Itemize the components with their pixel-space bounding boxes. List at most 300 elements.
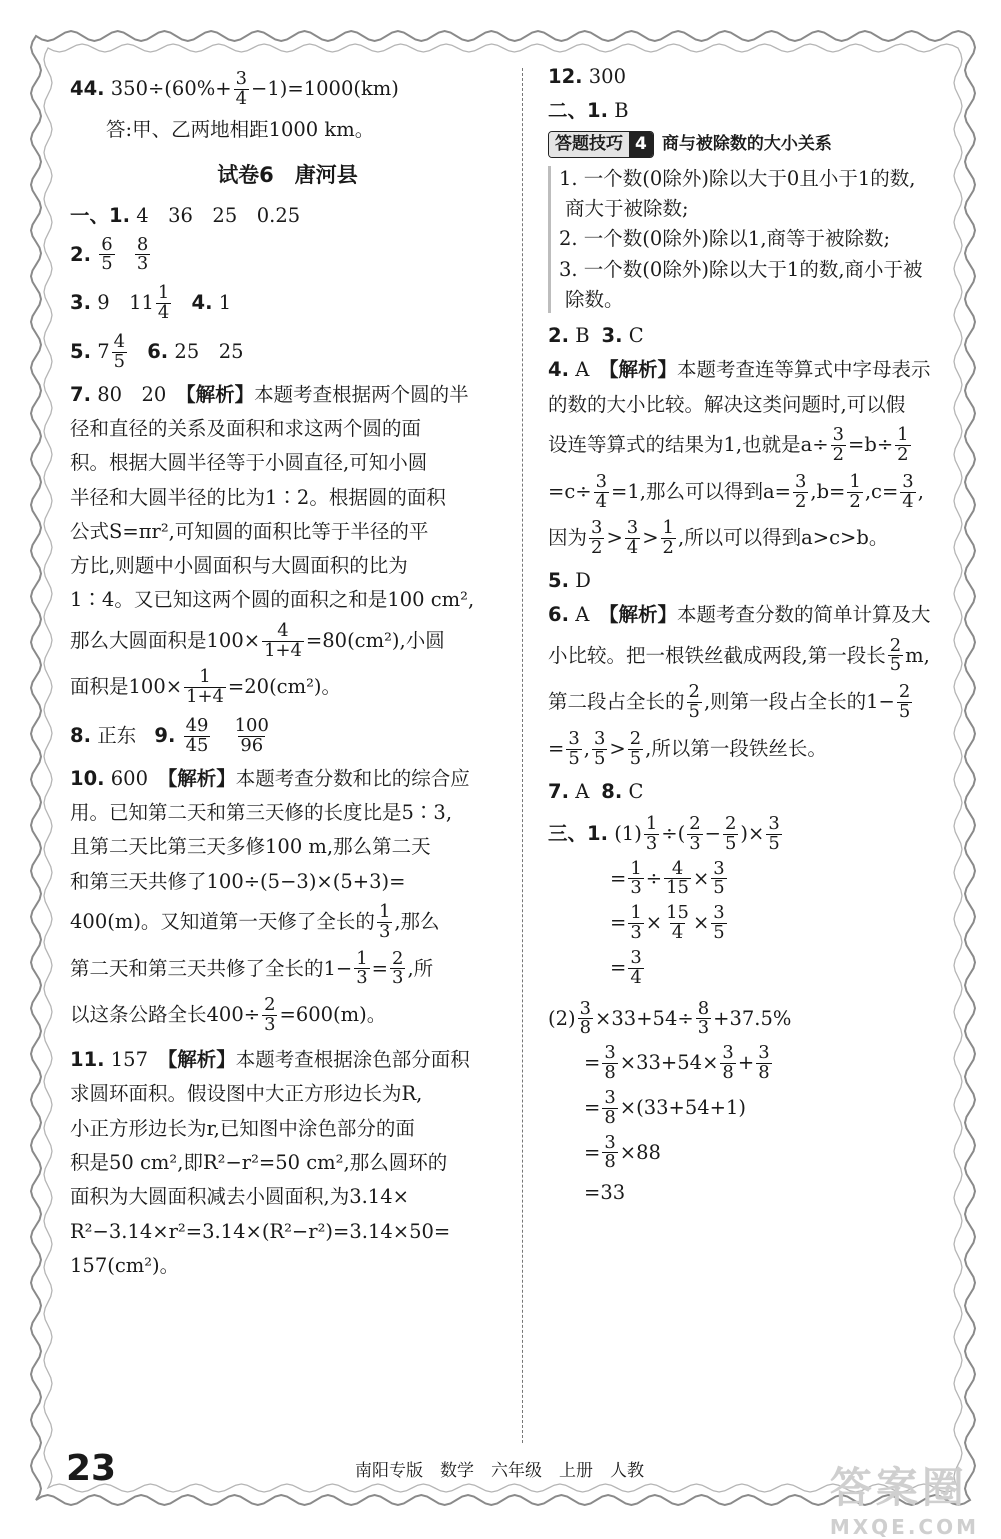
text-line: 径和直径的关系及面积和求这两个圆的面 [70, 416, 422, 440]
fraction [99, 233, 114, 275]
text-segment: 本题考查根据涂色部分面积 [235, 1047, 470, 1071]
numerator: 1 [378, 901, 391, 922]
text-line: 用。已知第二天和第三天修的长度比是5∶3, [70, 801, 453, 825]
fraction [711, 904, 726, 943]
fraction [628, 727, 643, 769]
text-line [548, 634, 968, 676]
fraction [687, 812, 702, 854]
text-segment: ,所 [407, 956, 434, 980]
question-number: 5. [548, 569, 569, 593]
numerator: 3 [722, 1042, 734, 1064]
numerator: 3 [595, 470, 608, 492]
numerator: 3 [832, 424, 844, 446]
text-line [70, 1047, 505, 1073]
numerator: 3 [579, 997, 592, 1019]
fraction [625, 519, 640, 558]
numerator: 3 [604, 1042, 616, 1064]
text-line: 2. 一个数(0除外)除以1,商等于被除数; [559, 227, 891, 251]
q7-block [70, 382, 505, 708]
fraction [628, 946, 643, 988]
fraction [628, 857, 643, 899]
fraction [135, 233, 150, 275]
denominator: 5 [688, 701, 700, 723]
text-line: 积。根据大圆半径等于小圆直径,可知小圆 [70, 451, 428, 475]
fraction [184, 668, 226, 707]
text-segment: =20(cm²)。 [227, 675, 342, 699]
text-line: 且第二天比第三天多修100 m,那么第二天 [70, 835, 431, 859]
numerator: 3 [902, 470, 914, 492]
denominator: 4 [630, 966, 642, 988]
question-number: 12. [548, 65, 583, 88]
numerator: 2 [392, 947, 404, 969]
text-segment: +37.5% [713, 1006, 792, 1030]
denominator: 8 [604, 1106, 616, 1128]
denominator: 2 [897, 443, 909, 465]
fraction [793, 470, 808, 512]
fraction [566, 727, 581, 769]
q2-line [548, 323, 968, 349]
numerator: 3 [758, 1042, 770, 1064]
text-segment: ,那么 [394, 909, 440, 933]
denominator: 5 [713, 922, 725, 944]
denominator: 2 [591, 537, 603, 559]
fraction [897, 683, 912, 722]
fraction [766, 812, 781, 854]
fraction [895, 426, 910, 465]
text-segment: = [584, 1095, 601, 1119]
denominator: 1+4 [264, 639, 302, 661]
text-line [548, 997, 968, 1039]
numerator: 1 [356, 947, 368, 969]
denominator: 45 [185, 734, 209, 756]
denominator: 3 [378, 920, 391, 942]
q11-block [70, 1047, 505, 1279]
numerator: 2 [889, 634, 902, 656]
text-line [70, 766, 505, 792]
text-segment: 【解析】 [167, 1047, 236, 1071]
denominator: 96 [240, 734, 264, 756]
numerator: 4 [277, 619, 289, 641]
numerator: 8 [136, 233, 149, 255]
question-number: 11. [70, 1047, 105, 1071]
question-number: 2. [548, 324, 569, 348]
text-line: 求圆环面积。假设图中大正方形边长为R, [70, 1082, 423, 1106]
text-segment: ×33+54× [619, 1051, 719, 1075]
text-segment: A [575, 779, 590, 803]
fraction [377, 903, 392, 942]
text-segment: ,b= [810, 479, 846, 503]
q7-line [548, 779, 968, 805]
text-segment: = [610, 911, 627, 935]
text-segment: 【解析】 [167, 766, 236, 790]
fraction [156, 284, 171, 323]
denominator: 5 [593, 747, 606, 769]
q12-line [548, 64, 968, 90]
denominator: 3 [630, 877, 642, 899]
text-segment: ,所以可以得到a>c>b。 [677, 526, 889, 550]
text-segment: × [692, 911, 710, 935]
text-line [548, 1131, 968, 1173]
text-line: 除数。 [565, 287, 624, 311]
q44-line: 44. 350÷(60%+ $\frac{3}{4}$ −1)=1000(km) [70, 68, 399, 109]
numerator: 3 [713, 902, 725, 924]
text-line: 157(cm²)。 [70, 1253, 180, 1277]
text-line [548, 727, 968, 769]
page-number: 23 [66, 1448, 117, 1489]
text-segment: 1 [218, 291, 232, 315]
text-segment: > [609, 736, 626, 760]
numerator: 1 [157, 282, 170, 304]
text-segment: C [628, 779, 644, 803]
text-segment: 设连等算式的结果为1,也就是a÷ [548, 432, 829, 456]
numerator: 1 [199, 666, 211, 688]
text-segment: 第二天和第三天共修了全长的1− [70, 956, 353, 980]
watermark-logo: 答案圈 MXQE.COM [829, 1463, 979, 1539]
denominator: 5 [898, 701, 911, 723]
text-segment: m, [905, 643, 930, 667]
denominator: 5 [724, 832, 737, 854]
text-line: 的数的大小比较。解决这类问题时,可以假 [548, 392, 906, 416]
fraction [831, 426, 846, 465]
text-segment: 25 25 [174, 339, 244, 363]
question-number: 9. [154, 723, 176, 747]
text-segment: 以这条公路全长400÷ [70, 1003, 261, 1027]
denominator: 2 [832, 443, 844, 465]
section-title: 试卷6 唐河县 [217, 162, 358, 187]
text-segment: 本题考查连等算式中字母表示 [677, 358, 931, 382]
numerator: 49 [185, 715, 209, 737]
question-number: 6. [548, 603, 569, 627]
numerator: 2 [629, 727, 642, 749]
text-segment: 80 20 [97, 382, 186, 406]
denominator: 5 [889, 654, 902, 676]
text-line [548, 812, 968, 854]
numerator: 1 [897, 424, 909, 446]
text-line: 面积为大圆面积减去小圆面积,为3.14× [70, 1185, 409, 1209]
text-segment: > [642, 526, 659, 550]
denominator: 4 [235, 87, 248, 109]
text-segment: (2) [548, 1006, 576, 1030]
text-line [70, 996, 505, 1035]
fraction [233, 717, 271, 756]
text-segment: 【解析】 [608, 603, 678, 627]
denominator: 5 [101, 253, 113, 275]
text-segment: ÷( [661, 821, 686, 845]
text-segment: =c÷ [548, 479, 592, 503]
text-line: 3. 一个数(0除外)除以大于1的数,商小于被 [559, 257, 923, 281]
denominator: 2 [849, 490, 861, 512]
fraction [602, 1044, 617, 1083]
text-segment: = [584, 1051, 601, 1075]
denominator: 3 [264, 1014, 276, 1036]
fraction [262, 619, 304, 661]
denominator: 4 [902, 490, 914, 512]
numerator: 3 [630, 946, 642, 968]
q5-line [548, 568, 968, 594]
numerator: 3 [593, 727, 606, 749]
question-number: 3. [70, 291, 91, 315]
question-number: 1. [109, 204, 130, 228]
text-line [70, 382, 505, 408]
fraction [112, 330, 127, 372]
denominator: 4 [157, 302, 170, 324]
text-segment: + [737, 1051, 755, 1075]
text-line [548, 1044, 968, 1083]
text-segment: × [645, 911, 663, 935]
text-segment: =600(m)。 [279, 1003, 387, 1027]
fraction [696, 997, 711, 1039]
text-segment: B [614, 99, 629, 123]
numerator: 3 [713, 857, 725, 879]
text-segment: 600 [110, 766, 168, 790]
text-segment: =80(cm²),小圆 [305, 628, 445, 652]
numerator: 3 [794, 470, 807, 492]
denominator: 3 [356, 967, 368, 989]
text-segment: )× [740, 821, 765, 845]
numerator: 100 [234, 715, 269, 737]
denominator: 1+4 [186, 686, 224, 708]
text-segment: ,c= [864, 479, 899, 503]
text-segment: , [583, 736, 590, 760]
fraction [628, 904, 643, 943]
numerator: 4 [671, 857, 684, 879]
numerator: 1 [662, 517, 674, 539]
text-segment: 【解析】 [185, 382, 255, 406]
fraction [390, 947, 405, 989]
text-line [548, 946, 968, 988]
text-line: 商大于被除数; [565, 196, 689, 220]
numerator: 3 [604, 1131, 616, 1153]
text-segment: 4 [629, 132, 653, 157]
denominator: 4 [671, 922, 684, 944]
fraction [900, 470, 915, 512]
tip-header: 答题技巧 4 商与被除数的大小关系 [548, 131, 968, 158]
fraction [664, 857, 691, 899]
text-segment: 本题考查分数的简单计算及大 [677, 603, 931, 627]
section3-block [548, 812, 968, 1207]
text-segment: 【解析】 [608, 358, 678, 382]
section2-q1 [548, 98, 968, 124]
text-line [548, 857, 968, 899]
denominator: 2 [662, 537, 674, 559]
text-line: 公式S=πr²,可知圆的面积比等于半径的平 [70, 519, 429, 543]
fraction [262, 996, 277, 1035]
question-number: 4. [548, 358, 569, 382]
denominator: 5 [713, 877, 725, 899]
text-segment: 第二段占全长的 [548, 690, 685, 714]
text-line [548, 357, 968, 383]
q2-line [70, 233, 505, 275]
numerator: 8 [697, 997, 710, 1019]
denominator: 3 [392, 967, 404, 989]
numerator: 3 [591, 517, 603, 539]
right-column [548, 60, 968, 1207]
denominator: 15 [666, 877, 689, 899]
denominator: 5 [629, 747, 642, 769]
text-line [548, 519, 968, 558]
text-segment: 一、 [70, 204, 110, 228]
fraction [234, 70, 249, 109]
text-segment: (1) [614, 821, 642, 845]
text-segment: 那么大圆面积是100× [70, 628, 261, 652]
denominator: 4 [626, 537, 639, 559]
text-line [70, 903, 505, 942]
numerator: 6 [101, 233, 113, 255]
text-segment: 9 11 [97, 291, 154, 315]
text-line [548, 683, 968, 722]
text-segment: 300 [588, 65, 626, 88]
text-segment: 小比较。把一根铁丝截成两段,第一段长 [548, 643, 886, 667]
text-segment: B [575, 324, 590, 348]
text-segment: =b÷ [848, 432, 894, 456]
numerator: 3 [768, 812, 780, 834]
q44-answer: 答:甲、乙两地相距1000 km。 [106, 117, 375, 141]
question-number: 2. [70, 242, 91, 266]
numerator: 3 [626, 517, 639, 539]
numerator: 1 [630, 857, 642, 879]
text-segment: 答题技巧 [549, 132, 629, 157]
text-segment: × [692, 866, 710, 890]
denominator: 8 [604, 1062, 616, 1084]
numerator: 15 [666, 902, 689, 924]
denominator: 3 [697, 1017, 710, 1039]
text-segment: 4 36 25 0.25 [136, 204, 301, 228]
fraction [847, 470, 862, 512]
denominator: 3 [136, 253, 149, 275]
text-segment: > [606, 526, 623, 550]
question-number: 8. [601, 779, 623, 803]
denominator: 8 [722, 1062, 734, 1084]
numerator: 1 [645, 812, 658, 834]
question-number: 7. [548, 779, 569, 803]
tip-box [548, 166, 968, 314]
fraction [602, 1086, 617, 1128]
footer-text: 南阳专版 数学 六年级 上册 人教 [355, 1461, 644, 1481]
text-line [548, 470, 968, 512]
fraction [644, 812, 659, 854]
text-segment: A [575, 358, 609, 382]
numerator: 2 [898, 681, 911, 703]
text-segment: − [704, 821, 721, 845]
text-segment: ×(33+54+1) [619, 1095, 747, 1119]
text-segment: ×88 [619, 1140, 661, 1164]
fraction [723, 812, 738, 854]
text-line: 方比,则题中小圆面积与大圆面积的比为 [70, 554, 408, 578]
section1-q1 [70, 203, 505, 229]
fraction [661, 519, 676, 558]
fraction [720, 1044, 735, 1083]
question-number: 10. [70, 766, 105, 790]
fraction [888, 634, 903, 676]
text-segment: =1,那么可以得到a= [611, 479, 791, 503]
text-segment: = [371, 956, 389, 980]
text-line: 1. 一个数(0除外)除以大于0且小于1的数, [559, 166, 916, 190]
text-segment: 本题考查分数和比的综合应 [235, 766, 470, 790]
numerator: 1 [849, 470, 861, 492]
numerator: 3 [568, 727, 580, 749]
denominator: 5 [768, 832, 780, 854]
text-segment: = [610, 955, 627, 979]
fraction [664, 904, 691, 943]
q10-block [70, 766, 505, 1035]
text-line [548, 1086, 968, 1128]
text-line [548, 904, 968, 943]
text-segment: = [584, 1140, 601, 1164]
text-segment: ,所以第一段铁丝长。 [645, 736, 827, 760]
q8-line [70, 717, 505, 756]
fraction [589, 519, 604, 558]
fraction [756, 1044, 771, 1083]
q4-block [548, 357, 968, 558]
numerator: 3 [235, 68, 248, 89]
denominator: 8 [758, 1062, 770, 1084]
denominator: 5 [113, 350, 126, 372]
fraction [711, 857, 726, 899]
text-segment: 400(m)。又知道第一天修了全长的 [70, 909, 375, 933]
text-segment: C [628, 324, 644, 348]
text-line: R²−3.14×r²=3.14×(R²−r²)=3.14×50= [70, 1219, 451, 1243]
fraction [592, 727, 607, 769]
question-number: 3. [601, 324, 623, 348]
denominator: 3 [630, 922, 642, 944]
numerator: 2 [724, 812, 737, 834]
fraction [578, 997, 593, 1039]
tip-badge [548, 131, 654, 158]
text-segment: 面积是100× [70, 675, 183, 699]
text-segment: D [575, 569, 591, 593]
text-line [70, 947, 505, 989]
text-line [548, 602, 968, 628]
numerator: 4 [113, 330, 126, 352]
text-line [70, 619, 505, 661]
fraction [687, 683, 702, 722]
column-divider [522, 68, 523, 1443]
text-segment: = [548, 736, 565, 760]
text-line: =33 [584, 1181, 626, 1205]
denominator: 5 [568, 747, 580, 769]
numerator: 2 [689, 812, 701, 834]
numerator: 2 [264, 994, 276, 1016]
text-line: 小正方形边长为r,已知图中涂色部分的面 [70, 1116, 415, 1140]
question-number: 4. [191, 291, 213, 315]
denominator: 3 [645, 832, 658, 854]
question-number: 5. [70, 339, 91, 363]
text-segment: 7 [97, 339, 110, 363]
text-segment: 三、 [548, 821, 588, 845]
denominator: 3 [689, 832, 701, 854]
text-line [70, 668, 505, 707]
text-line: 积是50 cm²,即R²−r²=50 cm²,那么圆环的 [70, 1150, 448, 1174]
left-column [70, 60, 505, 1279]
numerator: 3 [604, 1086, 616, 1108]
denominator: 2 [794, 490, 807, 512]
fraction [594, 470, 609, 512]
text-segment: A [575, 603, 609, 627]
text-line: 半径和大圆半径的比为1∶2。根据圆的面积 [70, 485, 446, 509]
text-segment: = [610, 866, 627, 890]
question-number: 8. [70, 723, 91, 747]
denominator: 8 [604, 1151, 616, 1173]
text-line: 1∶4。又已知这两个圆的面积之和是100 cm², [70, 588, 475, 612]
q3-line [70, 284, 505, 323]
text-line: 和第三天共修了100÷(5−3)×(5+3)= [70, 869, 406, 893]
fraction [184, 717, 211, 756]
text-segment: ×33+54÷ [595, 1006, 694, 1030]
text-segment: 因为 [548, 526, 588, 550]
fraction [354, 947, 369, 989]
text-segment: ÷ [645, 866, 663, 890]
numerator: 1 [630, 902, 642, 924]
